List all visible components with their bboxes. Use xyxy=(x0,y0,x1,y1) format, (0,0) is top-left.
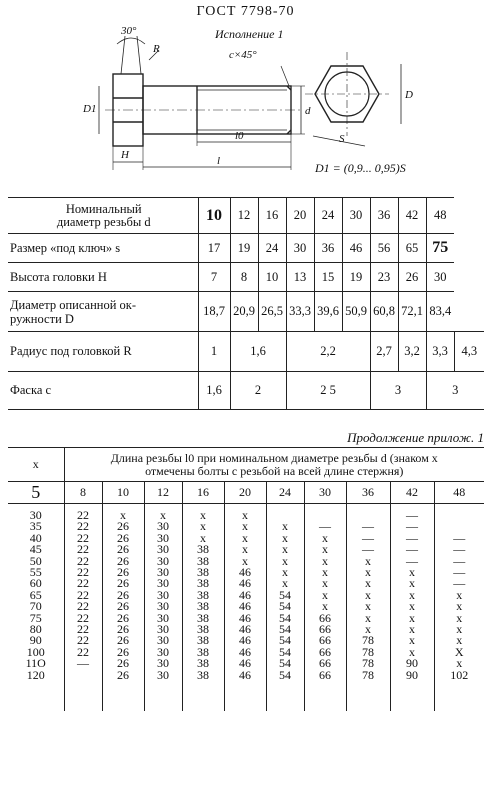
table2-header: Длина резьбы l0 при номинальном диаметре резьбы d (знаком х отмечены болты с резьбой на всей длине стержня) xyxy=(64,448,484,482)
dimensions-table xyxy=(8,197,484,410)
thread-length-cell: 38 xyxy=(182,670,224,681)
thread-length-cell: x xyxy=(304,590,346,601)
thread-length-cell: x xyxy=(266,578,304,589)
length-cell: 65 xyxy=(29,587,42,602)
thread-length-cell: 54 xyxy=(266,670,304,681)
thread-length-cell: 78 xyxy=(346,658,390,669)
thread-length-cell: 38 xyxy=(182,647,224,658)
thread-length-cell: x xyxy=(346,578,390,589)
thread-length-cell: 30 xyxy=(144,556,182,567)
length-cell: 40 xyxy=(29,530,42,545)
thread-length-cell: — xyxy=(346,533,390,544)
thread-length-cell: 46 xyxy=(224,635,266,646)
thread-length-cell: 46 xyxy=(224,670,266,681)
thread-length-cell: — xyxy=(346,544,390,555)
thread-length-cell: 26 xyxy=(102,567,144,578)
thread-length-cell: — xyxy=(434,567,484,578)
thread-length-cell: 38 xyxy=(182,624,224,635)
thread-length-cell: 66 xyxy=(304,670,346,681)
length-cell: 11O xyxy=(25,656,46,671)
thread-length-cell: x xyxy=(304,601,346,612)
thread-length-cell: — xyxy=(434,578,484,589)
thread-length-cell: 22 xyxy=(64,590,102,601)
thread-length-cell: 22 xyxy=(64,624,102,635)
thread-length-cell: 38 xyxy=(182,601,224,612)
thread-length-cell: 46 xyxy=(224,613,266,624)
thread-length-cell: x xyxy=(304,544,346,555)
s-label: S xyxy=(339,133,345,145)
thread-length-cell: 38 xyxy=(182,556,224,567)
thread-length-cell: 30 xyxy=(144,521,182,532)
thread-length-cell: 26 xyxy=(102,590,144,601)
thread-length-cell: 30 xyxy=(144,567,182,578)
chamfer-label: c×45° xyxy=(229,49,257,61)
thread-length-cell: 22 xyxy=(64,613,102,624)
thread-length-cell: 30 xyxy=(144,533,182,544)
thread-length-cell: — xyxy=(390,556,434,567)
corner-top: х xyxy=(8,448,64,482)
length-cell: 50 xyxy=(29,553,42,568)
thread-length-cell: — xyxy=(434,544,484,555)
thread-length-cell: 22 xyxy=(64,556,102,567)
thread-length-cell: 22 xyxy=(64,544,102,555)
thread-length-cell: 46 xyxy=(224,590,266,601)
thread-length-cell: 26 xyxy=(102,556,144,567)
thread-length-cell: x xyxy=(346,601,390,612)
thread-length-cell: 46 xyxy=(224,647,266,658)
thread-length-cell: 66 xyxy=(304,647,346,658)
thread-length-cell: x xyxy=(346,590,390,601)
table1-header-row: Номинальный диаметр резьбы d 10 12 16 20 24 30 36 42 48 xyxy=(8,198,484,234)
thread-length-cell: 78 xyxy=(346,635,390,646)
thread-length-cell: x xyxy=(346,567,390,578)
thread-length-cell: x xyxy=(224,556,266,567)
thread-length-cell: 30 xyxy=(144,544,182,555)
thread-length-cell: — xyxy=(434,533,484,544)
thread-length-cell: 46 xyxy=(224,658,266,669)
thread-length-cell: x xyxy=(102,504,144,522)
thread-length-table: х Длина резьбы l0 при номинальном диаметре резьбы d (знаком х отмечены болты с резьбой на всей длине стержня) 5 8 10 12 16 20 24 30 36 42 48 30 22 x x x x — 35 22 26 30 x x x — — — 40 22 26 30 x x x x — — — 45 22 26 30 38 x x x — — — 50 22 26 30 38 x x x x — — 55 22 26 30 38 46 x x x x — 60 22 26 30 38 46 x x x x — 65 22 26 30 38 46 54 x x x x 70 22 26 30 38 46 54 x x x x 75 22 26 30 38 46 54 66 x x x 80 22 26 30 38 46 54 66 x x x 90 22 26 30 38 46 54 66 78 x x 100 22 26 30 38 46 54 66 78 x X 11O — 26 30 38 46 54 66 78 90 x 120 26 30 38 46 54 66 78 90 102 xyxy=(8,447,484,711)
thread-length-cell: 30 xyxy=(144,647,182,658)
thread-length-cell: 26 xyxy=(102,635,144,646)
thread-length-cell: x xyxy=(224,533,266,544)
thread-length-cell: 90 xyxy=(390,658,434,669)
thread-length-cell: x xyxy=(346,613,390,624)
thread-length-cell: 26 xyxy=(102,670,144,681)
thread-length-cell: x xyxy=(390,635,434,646)
thread-length-cell: 26 xyxy=(102,521,144,532)
thread-length-cell: — xyxy=(64,658,102,669)
thread-length-cell: 30 xyxy=(144,601,182,612)
thread-length-cell: 54 xyxy=(266,658,304,669)
thread-length-cell: x xyxy=(390,647,434,658)
thread-length-cell: 38 xyxy=(182,658,224,669)
thread-length-cell: 78 xyxy=(346,647,390,658)
table1-row-d: Диаметр описанной ок- ружности D 18,7 20,9 26,5 33,3 39,6 50,9 60,8 72,1 83,4 xyxy=(8,292,484,332)
thread-length-cell: 90 xyxy=(390,670,434,681)
l-label: l xyxy=(217,155,221,167)
d-label: d xyxy=(305,105,311,117)
thread-length-cell: 26 xyxy=(102,533,144,544)
thread-length-cell: x xyxy=(346,556,390,567)
thread-length-cell: — xyxy=(390,521,434,532)
thread-length-cell: x xyxy=(304,533,346,544)
l0-label: l0 xyxy=(235,130,244,142)
thread-length-cell: 54 xyxy=(266,624,304,635)
thread-length-cell: 26 xyxy=(102,601,144,612)
bolt-drawing xyxy=(75,22,420,194)
thread-length-cell: 30 xyxy=(144,635,182,646)
thread-length-cell: 54 xyxy=(266,635,304,646)
thread-length-cell: 46 xyxy=(224,567,266,578)
thread-length-cell: 22 xyxy=(64,521,102,532)
thread-length-cell: x xyxy=(346,624,390,635)
thread-length-cell: x xyxy=(182,521,224,532)
thread-length-cell: x xyxy=(266,567,304,578)
table1-row-h: Высота головки H 7 8 10 13 15 19 23 26 30 xyxy=(8,263,484,292)
thread-length-cell: x xyxy=(182,533,224,544)
thread-length-cell: x xyxy=(224,504,266,522)
thread-length-cell: 22 xyxy=(64,578,102,589)
thread-length-cell: 26 xyxy=(102,658,144,669)
thread-length-cell: — xyxy=(390,504,434,522)
length-cell: 30 xyxy=(29,508,42,522)
thread-length-cell: 46 xyxy=(224,578,266,589)
table1-row-s: Размер «под ключ» s 17 19 24 30 36 46 56 65 75 xyxy=(8,234,484,263)
thread-length-cell: — xyxy=(390,533,434,544)
length-cell: 55 xyxy=(29,565,42,580)
thread-length-cell xyxy=(434,504,484,522)
thread-length-cell: 66 xyxy=(304,624,346,635)
thread-length-cell: x xyxy=(390,624,434,635)
table1-row-c: Фаска c 1,6 2 2 5 3 3 xyxy=(8,372,484,410)
thread-length-cell: 22 xyxy=(64,504,102,522)
thread-length-cell: 30 xyxy=(144,613,182,624)
thread-length-cell: x xyxy=(434,601,484,612)
thread-length-cell: 22 xyxy=(64,533,102,544)
thread-length-cell xyxy=(64,670,102,681)
angle-label: 30° xyxy=(121,25,137,37)
thread-length-cell: 22 xyxy=(64,647,102,658)
thread-length-cell: 66 xyxy=(304,613,346,624)
thread-length-cell: 30 xyxy=(144,624,182,635)
thread-length-cell: x xyxy=(266,521,304,532)
thread-length-cell: x xyxy=(224,521,266,532)
thread-length-cell: x xyxy=(434,590,484,601)
thread-length-cell: 30 xyxy=(144,590,182,601)
length-cell: 70 xyxy=(29,599,42,614)
thread-length-cell: x xyxy=(304,556,346,567)
thread-length-cell: 38 xyxy=(182,590,224,601)
thread-length-cell: 26 xyxy=(102,578,144,589)
thread-length-cell: x xyxy=(390,590,434,601)
thread-length-cell: x xyxy=(304,567,346,578)
thread-length-cell: x xyxy=(304,578,346,589)
thread-length-cell: — xyxy=(390,544,434,555)
thread-length-cell: 102 xyxy=(434,670,484,681)
thread-length-cell: 22 xyxy=(64,567,102,578)
thread-length-cell: 54 xyxy=(266,590,304,601)
thread-length-cell: 54 xyxy=(266,647,304,658)
length-cell: 80 xyxy=(29,622,42,637)
length-cell: 100 xyxy=(26,644,45,659)
thread-length-cell: 78 xyxy=(346,670,390,681)
thread-length-cell: 38 xyxy=(182,578,224,589)
thread-length-cell: 26 xyxy=(102,647,144,658)
d1-formula: D1 = (0,9... 0,95)S xyxy=(315,161,406,175)
thread-length-cell: x xyxy=(266,556,304,567)
thread-length-cell: 38 xyxy=(182,635,224,646)
thread-length-cell: x xyxy=(434,658,484,669)
corner-bottom: 5 xyxy=(8,482,64,504)
big-d-label: D xyxy=(405,89,413,101)
thread-length-cell: x xyxy=(266,544,304,555)
table-row xyxy=(8,670,484,681)
thread-length-cell: 30 xyxy=(144,658,182,669)
length-cell: 45 xyxy=(29,542,42,557)
thread-length-cell: 22 xyxy=(64,601,102,612)
standard-title: ГОСТ 7798-70 xyxy=(196,4,295,19)
execution-label: Исполнение 1 xyxy=(215,27,284,41)
length-cell: 90 xyxy=(29,633,42,648)
thread-length-cell: x xyxy=(434,613,484,624)
thread-length-cell: — xyxy=(304,521,346,532)
thread-length-cell: x xyxy=(266,533,304,544)
radius-label: R xyxy=(153,43,160,55)
thread-length-cell: 30 xyxy=(144,670,182,681)
thread-length-cell: 22 xyxy=(64,635,102,646)
thread-length-cell: — xyxy=(434,556,484,567)
length-cell: 35 xyxy=(29,519,42,534)
thread-length-cell: x xyxy=(224,544,266,555)
thread-length-cell: x xyxy=(390,567,434,578)
thread-length-cell: 38 xyxy=(182,567,224,578)
thread-length-cell: 38 xyxy=(182,544,224,555)
thread-length-cell: x xyxy=(144,504,182,522)
thread-length-cell: X xyxy=(434,647,484,658)
thread-length-cell: 66 xyxy=(304,658,346,669)
thread-length-cell: x xyxy=(390,578,434,589)
thread-length-cell: x xyxy=(182,504,224,522)
thread-length-cell: 26 xyxy=(102,544,144,555)
thread-length-cell: x xyxy=(390,613,434,624)
thread-length-cell: x xyxy=(390,601,434,612)
thread-length-cell: 46 xyxy=(224,601,266,612)
length-cell: 75 xyxy=(29,610,42,625)
thread-length-cell: x xyxy=(434,624,484,635)
thread-length-cell: 66 xyxy=(304,635,346,646)
table1-row-r: Радиус под головкой R 1 1,6 2,2 2,7 3,2 3,3 4,3 xyxy=(8,332,484,372)
length-cell: 60 xyxy=(29,576,42,591)
continuation-note: Продолжение прилож. 1 xyxy=(347,430,484,445)
length-cell: 120 xyxy=(26,667,45,682)
thread-length-cell: x xyxy=(434,635,484,646)
thread-length-cell: 46 xyxy=(224,624,266,635)
thread-length-cell: 30 xyxy=(144,578,182,589)
d1-label: D1 xyxy=(83,103,97,115)
thread-length-cell: 26 xyxy=(102,624,144,635)
h-label: H xyxy=(121,149,129,161)
thread-length-cell: — xyxy=(346,521,390,532)
thread-length-cell: 38 xyxy=(182,613,224,624)
thread-length-cell: 26 xyxy=(102,613,144,624)
thread-length-cell: 54 xyxy=(266,601,304,612)
thread-length-cell: 54 xyxy=(266,613,304,624)
